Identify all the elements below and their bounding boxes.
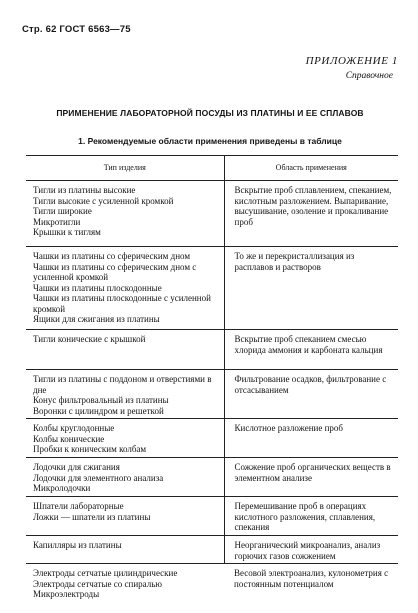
product-item: Колбы конические xyxy=(33,433,105,444)
product-cell xyxy=(26,419,224,458)
product-item: Электроды сетчатые цилиндрические xyxy=(33,568,178,578)
product-item: Чашки из платины со сферическим дном с усиленной кромкой xyxy=(33,261,199,282)
product-item: Шпатели лабораторные xyxy=(33,501,124,511)
product-item: Чашки из платины плоскодонные xyxy=(33,282,162,293)
appendix-note: Справочное xyxy=(345,71,393,81)
product-item: Чашки из платины со сферическим дном xyxy=(33,251,191,261)
product-item: Микролодочки xyxy=(33,483,91,493)
page-header: Стр. 62 ГОСТ 6563—75 xyxy=(22,24,131,35)
product-cell xyxy=(26,370,224,419)
application-cell: Сожжение проб органических веществ в элементном анализе xyxy=(224,458,398,497)
product-item: Тигли широкие xyxy=(33,206,92,216)
product-cell xyxy=(26,497,224,536)
product-cell xyxy=(26,536,224,564)
product-item: Тигли из платины с поддоном и отверстиями в дне xyxy=(33,374,214,395)
product-item: Тигли высокие с усиленной кромкой xyxy=(33,195,174,206)
product-item: Конус фильтровальный из платины xyxy=(33,395,169,405)
column-header-product-type: Тип изделия xyxy=(26,156,224,181)
product-item: Тигли из платины высокие xyxy=(33,185,136,195)
section-title: 1. Рекомендуемые области применения приведены в таблице xyxy=(78,136,342,146)
product-item: Лодочки для элементного анализа xyxy=(33,472,164,483)
product-item: Пробки к коническим колбам xyxy=(33,444,147,454)
application-cell: Кислотное разложение проб xyxy=(224,419,398,458)
table-row xyxy=(26,330,398,370)
application-cell: Неорганический микроанализ, анализ горючих газов сожжением xyxy=(224,536,398,564)
application-cell: Весовой электроанализ, кулонометрия с постоянным потенциалом xyxy=(234,568,389,589)
product-item: Крышки к тиглям xyxy=(33,227,101,237)
table-row xyxy=(26,419,398,458)
application-table xyxy=(26,155,398,602)
product-item: Капилляры из платины xyxy=(33,540,122,550)
application-cell: Вскрытие проб сплавлением, спеканием, кислотным разложением. Выпаривание, высушивание, озоление и прокаливание проб xyxy=(224,181,398,247)
product-item: Чашки из платины плоскодонные с усиленной кромкой xyxy=(33,293,214,314)
product-cell xyxy=(26,564,224,603)
product-item: Лодочки для сжигания xyxy=(33,462,120,472)
main-title: ПРИМЕНЕНИЕ ЛАБОРАТОРНОЙ ПОСУДЫ ИЗ ПЛАТИНЫ И ЕЕ СПЛАВОВ xyxy=(56,108,364,118)
product-cell xyxy=(26,458,224,497)
product-item: Ящики для сжигания из платины xyxy=(33,314,160,324)
product-cell xyxy=(26,247,224,330)
product-item: Микротигли xyxy=(33,216,81,227)
product-item: Воронки с цилиндром и решеткой xyxy=(33,405,164,416)
product-item: Колбы круглодонные xyxy=(33,423,115,433)
table-row xyxy=(26,497,398,536)
appendix-title: ПРИЛОЖЕНИЕ 1 xyxy=(305,55,398,67)
product-item: Ложки — шпатели из платины xyxy=(33,511,151,522)
product-item: Электроды сетчатые со спиралью xyxy=(33,578,163,589)
table-row xyxy=(26,181,398,247)
table-row xyxy=(26,536,398,564)
table-row xyxy=(26,370,398,419)
product-item: Микроэлектроды xyxy=(33,589,100,599)
table-header-row xyxy=(26,156,398,181)
table-row xyxy=(26,564,398,603)
table-row xyxy=(26,458,398,497)
application-table-wrap xyxy=(26,155,398,602)
product-cell xyxy=(26,330,224,370)
product-item: Тигли конические с крышкой xyxy=(33,334,146,344)
application-cell: То же и перекристаллизация из расплавов и растворов xyxy=(224,247,398,330)
product-cell xyxy=(26,181,224,247)
application-cell: Перемешивание проб в операциях кислотного разложения, сплавления, спекания xyxy=(224,497,398,536)
table-row xyxy=(26,247,398,330)
application-cell: Вскрытие проб спеканием смесью хлорида аммония и карбоната кальция xyxy=(224,330,398,370)
column-header-application: Область применения xyxy=(224,156,398,181)
application-cell: Фильтрование осадков, фильтрование с отсасыванием xyxy=(224,370,398,419)
